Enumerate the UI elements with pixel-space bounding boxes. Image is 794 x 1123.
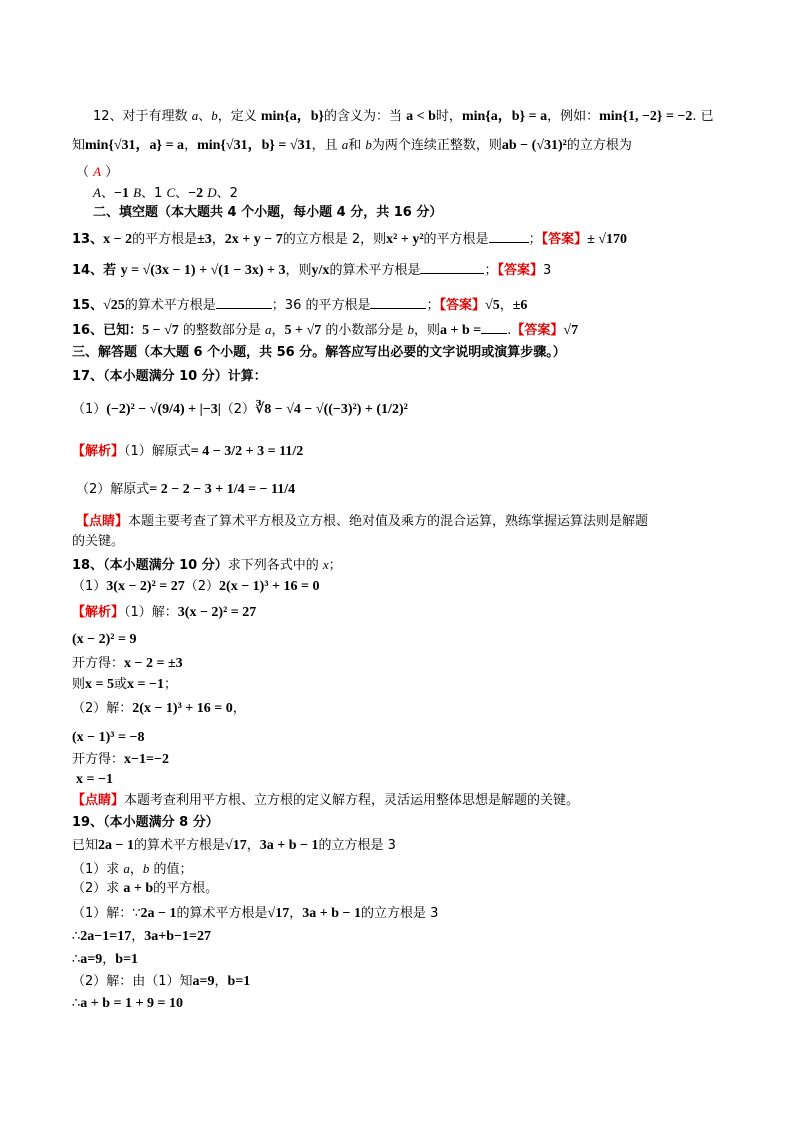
- math-expression: x − 2 = ±3: [124, 656, 183, 671]
- text-segment: ，: [131, 929, 145, 944]
- text-segment: ，: [214, 974, 228, 989]
- text-segment: 12、对于有理数: [93, 109, 192, 124]
- text-line: [72, 533, 124, 551]
- text-segment: 的立方根为: [566, 138, 632, 153]
- text-segment: 本题主要考查了算术平方根及立方根、绝对值及乘方的混合运算，熟练掌握运算法则是解题: [128, 514, 649, 529]
- text-segment: ，且: [311, 138, 342, 153]
- text-segment: . 已: [692, 109, 714, 124]
- text-segment: 时，: [435, 109, 462, 124]
- math-expression: x−1=−2: [124, 752, 169, 767]
- text-segment: C: [166, 185, 176, 200]
- math-expression: = 4 − 3/2 + 3 = 11/2: [190, 444, 304, 459]
- text-line: [72, 604, 256, 622]
- text-segment: 本题考查利用平方根、立方根的定义解方程，灵活运用整体思想是解题的关键。: [124, 793, 580, 808]
- text-segment: ）: [101, 165, 119, 180]
- math-expression: min{a，b} = a: [461, 109, 548, 124]
- text-segment: 开方得：: [72, 752, 125, 767]
- text-segment: （1）: [72, 579, 107, 594]
- text-segment: 、2: [216, 186, 238, 201]
- text-segment: ，: [499, 298, 513, 313]
- answer-blank: [481, 321, 507, 334]
- math-expression: a + b =: [440, 323, 482, 338]
- math-expression: ± √170: [587, 232, 627, 247]
- text-segment: 18、（本小题满分 10 分）: [72, 558, 228, 573]
- text-segment: （1）解：: [124, 605, 178, 620]
- text-segment: 的平方根。: [153, 881, 219, 896]
- text-line: [72, 928, 211, 946]
- text-segment: （2）: [184, 579, 220, 594]
- text-segment: 则: [72, 677, 86, 692]
- text-segment: b: [365, 137, 372, 152]
- math-expression: ±3: [197, 232, 212, 247]
- text-segment: 19、（本小题满分 8 分）: [72, 815, 219, 830]
- math-expression: x = −1: [76, 772, 113, 787]
- text-line: [72, 136, 632, 155]
- text-segment: 开方得：: [72, 656, 125, 671]
- math-expression: 5 + √7: [284, 323, 322, 338]
- text-segment: D: [207, 185, 217, 200]
- text-segment: 、: [100, 186, 114, 201]
- math-expression: ±6: [512, 298, 528, 313]
- text-segment: （1）解原式: [124, 444, 191, 459]
- answer-label: 【解析】: [72, 444, 125, 459]
- answer-label: 【答案】: [497, 263, 543, 278]
- text-segment: （2）求: [72, 881, 124, 896]
- text-line: [72, 951, 138, 969]
- math-expression: 2(x − 1)³ + 16 = 0: [132, 701, 233, 716]
- math-expression: √5: [485, 298, 500, 313]
- math-expression: ∛8 − √4 − √((−3)²) + (1/2)²: [255, 402, 408, 417]
- text-segment: 、1: [141, 186, 167, 201]
- math-expression: ab − (√31)²: [501, 138, 567, 153]
- text-line: [72, 556, 342, 575]
- text-line: [72, 751, 169, 769]
- math-expression: 2a − 1: [98, 838, 134, 853]
- text-segment: （1）解：∵: [72, 906, 141, 921]
- math-expression: a < b: [406, 109, 436, 124]
- text-segment: .: [507, 323, 512, 338]
- text-line: [93, 204, 442, 222]
- text-line: [76, 771, 113, 789]
- text-segment: 、: [198, 109, 212, 124]
- text-segment: 的平方根是: [132, 232, 198, 247]
- text-line: [72, 296, 527, 315]
- text-line: [72, 368, 267, 386]
- math-expression: −1: [113, 186, 129, 201]
- math-expression: x − 2: [103, 232, 133, 247]
- text-line: [72, 321, 578, 340]
- text-line: [76, 163, 118, 182]
- answer-blank: [370, 296, 426, 309]
- text-segment: 的小数部分是: [321, 323, 408, 338]
- text-segment: 、: [175, 186, 189, 201]
- text-segment: 的整数部分是: [178, 323, 266, 338]
- text-line: [76, 513, 648, 531]
- text-segment: 的算术平方根是: [176, 906, 268, 921]
- math-expression: 5 − √7: [142, 323, 179, 338]
- text-segment: a: [123, 861, 130, 876]
- text-segment: ；: [528, 232, 542, 247]
- text-line: [72, 905, 438, 923]
- text-line: [72, 837, 396, 855]
- math-expression: √17: [267, 906, 290, 921]
- math-expression: (−2)² − √(9/4) + |−3|: [106, 402, 221, 417]
- text-segment: （2）解：由（1）知: [72, 974, 193, 989]
- answer-label: 【答案】: [511, 323, 564, 338]
- text-segment: a: [265, 322, 272, 337]
- text-segment: 的立方根是 2，则: [282, 232, 387, 247]
- answer-blank: [216, 296, 272, 309]
- math-expression: x = −1: [127, 677, 164, 692]
- math-expression: x² + y²: [386, 232, 424, 247]
- text-segment: 已知: [72, 838, 99, 853]
- math-expression: b=1: [115, 952, 139, 967]
- math-expression: min{1, −2} = −2: [599, 109, 693, 124]
- text-segment: ，: [232, 701, 246, 716]
- math-expression: min{√31，b} = √31: [197, 138, 312, 153]
- math-expression: 2a−1=17: [80, 929, 132, 944]
- text-segment: ，定义: [217, 109, 261, 124]
- math-expression: min{a，b}: [260, 109, 325, 124]
- math-expression: √17: [225, 838, 247, 853]
- text-segment: 的关键。: [72, 534, 125, 549]
- math-expression: 3a + b − 1: [302, 906, 361, 921]
- text-segment: b: [142, 861, 150, 876]
- text-segment: 17、（本小题满分 10 分）计算：: [72, 369, 267, 384]
- math-expression: a + b: [123, 881, 154, 896]
- text-segment: A: [93, 185, 101, 200]
- text-segment: 14、若: [72, 263, 121, 278]
- text-segment: 的立方根是 3: [318, 838, 396, 853]
- math-expression: √25: [103, 298, 125, 313]
- text-segment: 15、: [72, 298, 104, 313]
- text-segment: 的算术平方根是: [134, 838, 226, 853]
- text-segment: 为两个连续正整数，则: [371, 138, 502, 153]
- text-segment: 的含义为：当: [324, 109, 407, 124]
- text-segment: 求下列各式中的: [227, 558, 323, 573]
- text-segment: ，则: [413, 323, 440, 338]
- text-segment: 三、解答题（本大题 6 个小题，共 56 分。解答应写出必要的文字说明或演算步骤。）: [72, 345, 566, 360]
- answer-label: 【答案】: [541, 232, 588, 247]
- math-expression: (x − 1)³ = −8: [72, 730, 145, 745]
- math-expression: 3a+b−1=27: [144, 929, 211, 944]
- text-segment: 16、已知：: [72, 323, 143, 338]
- math-expression: √7: [563, 323, 579, 338]
- text-line: [72, 230, 627, 249]
- answer-label: 【解析】: [72, 605, 125, 620]
- text-segment: ∴: [72, 996, 81, 1011]
- text-segment: ；: [328, 558, 342, 573]
- text-segment: 知: [72, 138, 86, 153]
- text-segment: a: [341, 137, 349, 152]
- text-segment: ，: [211, 232, 225, 247]
- answer-blank: [420, 261, 484, 274]
- text-segment: ；: [163, 677, 177, 692]
- math-expression: (x − 2)² = 9: [72, 632, 137, 647]
- text-line: [72, 700, 246, 718]
- text-line: [93, 107, 714, 126]
- text-line: [76, 481, 295, 499]
- math-expression: 3(x − 2)² = 27: [106, 579, 185, 594]
- answer-label: 【点睛】: [76, 514, 129, 529]
- text-segment: ，例如：: [547, 109, 600, 124]
- math-expression: 3a + b − 1: [259, 838, 319, 853]
- math-expression: −2: [188, 186, 204, 201]
- text-line: [72, 344, 566, 362]
- text-line: [72, 792, 579, 810]
- text-line: [72, 729, 144, 747]
- text-segment: ，则: [285, 263, 312, 278]
- text-line: [72, 443, 303, 461]
- answer-blank: [489, 230, 529, 243]
- text-line: [72, 995, 183, 1013]
- text-segment: b: [211, 108, 218, 123]
- math-expression: a + b = 1 + 9 = 10: [80, 996, 183, 1011]
- text-line: [72, 261, 551, 280]
- text-segment: ∴: [72, 929, 81, 944]
- text-segment: ，: [184, 138, 198, 153]
- text-segment: ，: [289, 906, 303, 921]
- text-segment: b: [407, 322, 414, 337]
- text-segment: 或: [114, 677, 128, 692]
- text-segment: 和: [348, 138, 366, 153]
- text-segment: （1）: [72, 402, 107, 417]
- text-segment: 的平方根是: [423, 232, 489, 247]
- text-segment: ；: [484, 263, 498, 278]
- math-expression: = 2 − 2 − 3 + 1/4 = − 11/4: [149, 482, 296, 497]
- text-line: [72, 401, 408, 419]
- math-expression: 2x + y − 7: [224, 232, 283, 247]
- text-segment: 的算术平方根是: [124, 298, 216, 313]
- answer-label: 【答案】: [439, 298, 486, 313]
- math-expression: 2a − 1: [140, 906, 177, 921]
- text-line: [72, 631, 136, 649]
- text-segment: ，: [271, 323, 285, 338]
- text-line: [72, 973, 250, 991]
- text-line: [72, 814, 219, 832]
- text-segment: ；36 的平方根是: [271, 298, 371, 313]
- text-line: [72, 655, 183, 673]
- math-expression: 2(x − 1)³ + 16 = 0: [219, 579, 320, 594]
- text-line: [72, 676, 177, 694]
- text-segment: ，: [129, 862, 143, 877]
- text-line: [72, 860, 193, 879]
- text-segment: 的值；: [149, 862, 193, 877]
- text-segment: （2）解：: [72, 701, 133, 716]
- math-expression: a=9: [192, 974, 215, 989]
- text-segment: （1）求: [72, 862, 124, 877]
- text-segment: ；: [426, 298, 440, 313]
- text-segment: ∴: [72, 952, 81, 967]
- text-segment: ，: [246, 838, 260, 853]
- text-segment: 的算术平方根是: [329, 263, 421, 278]
- text-segment: 3: [542, 263, 552, 278]
- text-segment: （2）解原式: [76, 482, 150, 497]
- text-segment: 13、: [72, 232, 104, 247]
- answer-label: 【点睛】: [72, 793, 125, 808]
- text-segment: ，: [102, 952, 116, 967]
- text-segment: （2）: [220, 402, 256, 417]
- text-segment: 的立方根是 3: [361, 906, 439, 921]
- math-expression: x = 5: [85, 677, 114, 692]
- math-expression: y = √(3x − 1) + √(1 − 3x) + 3: [120, 263, 286, 278]
- text-segment: x: [322, 557, 329, 572]
- math-expression: y/x: [311, 263, 330, 278]
- text-line: [93, 184, 238, 203]
- text-segment: 二、填空题（本大题共 4 个小题，每小题 4 分，共 16 分）: [93, 205, 443, 220]
- text-line: [72, 578, 320, 596]
- math-expression: min{√31，a} = a: [85, 138, 185, 153]
- math-expression: 3(x − 2)² = 27: [177, 605, 257, 620]
- text-segment: （: [76, 165, 94, 180]
- math-expression: a=9: [80, 952, 103, 967]
- text-segment: B: [133, 185, 142, 200]
- math-expression: b=1: [227, 974, 251, 989]
- text-line: [72, 880, 218, 898]
- answer-label: A: [93, 164, 102, 179]
- text-segment: a: [191, 108, 199, 123]
